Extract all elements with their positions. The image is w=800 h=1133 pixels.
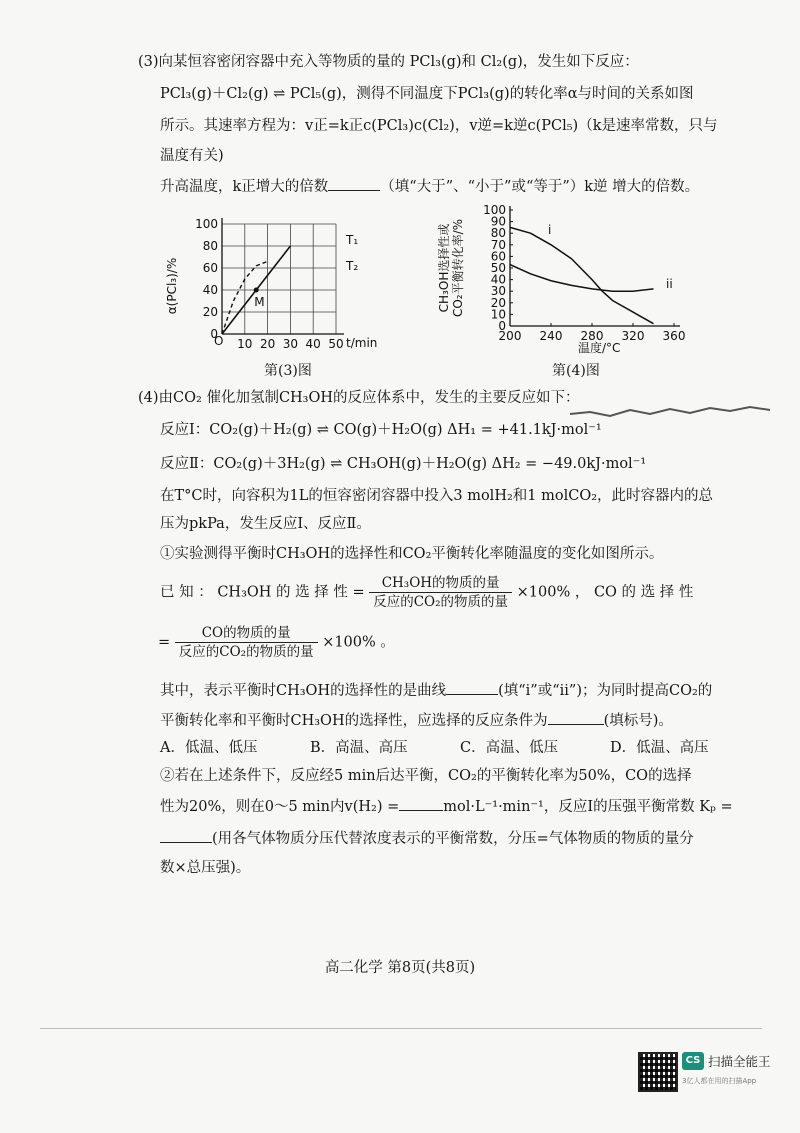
- selectivity-prefix: 已 知 ： CH₃OH 的 选 择 性 =: [160, 584, 365, 601]
- equals-sign: =: [158, 634, 171, 651]
- y-tick-label: 80: [202, 239, 218, 253]
- y-tick-label: 60: [490, 249, 506, 264]
- answer-blank-rate[interactable]: [399, 796, 443, 811]
- answer-blank-curve[interactable]: [446, 680, 498, 695]
- y-tick-label: 20: [202, 305, 218, 319]
- rate-question-suffix: mol·L⁻¹·min⁻¹，反应Ⅰ的压强平衡常数 Kₚ =: [443, 799, 733, 815]
- q4-part-2-line-3: [160, 828, 694, 849]
- question-b-suffix: (填标号)。: [603, 713, 673, 729]
- y-tick-label: 0: [498, 319, 506, 333]
- y-tick-label: 10: [490, 307, 506, 322]
- series-curve-i: [510, 227, 654, 323]
- q4-question-b: [160, 710, 673, 731]
- q4-selectivity-definition-1: [160, 574, 693, 611]
- q4-part-2-line-1: ②若在上述条件下，反应经5 min后达平衡，CO₂的平衡转化率为50%，CO的选择: [160, 768, 692, 784]
- answer-blank-k-ratio[interactable]: [328, 176, 380, 191]
- q3-question-prefix: 升高温度，k正增大的倍数: [160, 179, 329, 195]
- figure-4-caption: 第(4)图: [552, 363, 600, 379]
- fig3-x-axis-label: t/min: [346, 336, 378, 350]
- fig4-x-axis-label: 温度/°C: [578, 341, 621, 355]
- option-a[interactable]: A．低温、低压: [160, 740, 258, 756]
- fig4-curve-label-i: i: [548, 223, 552, 237]
- x-tick-label: 200: [498, 329, 522, 343]
- x-tick-label: 50: [328, 337, 344, 351]
- option-b[interactable]: B．高温、高压: [310, 740, 408, 756]
- q4-condition-line-2: 压为pkPa，发生反应Ⅰ、反应Ⅱ。: [160, 516, 371, 532]
- y-tick-label: 50: [490, 261, 506, 275]
- x-tick-label: 10: [237, 337, 253, 351]
- point-M: [254, 288, 259, 293]
- fig3-series-label-T2: T₂: [346, 259, 359, 273]
- question-b-prefix: 平衡转化率和平衡时CH₃OH的选择性，应选择的反应条件为: [160, 713, 548, 729]
- y-tick-label: 30: [490, 284, 506, 299]
- fig4-y-axis-label-line-1: CH₃OH选择性或: [437, 223, 451, 313]
- q4-part-2-line-4: 数×总压强)。: [160, 860, 251, 876]
- figure-3-chart: [165, 210, 400, 362]
- scanner-tagline: 3亿人都在用的扫描App: [682, 1077, 757, 1085]
- figure-4-chart: [438, 200, 700, 360]
- q4-question-a: [160, 680, 712, 701]
- q4-part-2-line-2: [160, 796, 733, 817]
- x-tick-label: 40: [305, 337, 321, 351]
- question-a-prefix: 其中，表示平衡时CH₃OH的选择性的是曲线: [160, 683, 447, 699]
- fig3-origin-label: O: [214, 334, 224, 348]
- page-footer: 高二化学 第8页(共8页): [324, 960, 476, 976]
- q3-line-1: (3)向某恒容密闭容器中充入等物质的量的 PCl₃(g)和 Cl₂(g)，发生如下反应：: [138, 54, 639, 70]
- y-tick-label: 0: [210, 327, 218, 341]
- fraction-numerator: CH₃OH的物质的量: [369, 574, 512, 593]
- selectivity-suffix: ×100% ， CO 的 选 择 性: [516, 584, 694, 601]
- y-tick-label: 90: [490, 214, 506, 229]
- co-selectivity-fraction: [175, 624, 318, 661]
- x-tick-label: 30: [282, 337, 299, 351]
- scanner-app-name: 扫描全能王: [708, 1054, 771, 1069]
- option-d[interactable]: D．低温、高压: [610, 740, 709, 756]
- fraction-numerator: CO的物质的量: [175, 624, 318, 643]
- y-tick-label: 60: [202, 261, 218, 275]
- q4-reaction-2: 反应Ⅱ：CO₂(g)＋3H₂(g) ⇌ CH₃OH(g)＋H₂O(g) ΔH₂ = −49.0kJ·mol⁻¹: [160, 456, 647, 472]
- rate-question-prefix: 性为20%，则在0～5 min内v(H₂) =: [160, 799, 400, 815]
- fraction-denominator: 反应的CO₂的物质的量: [178, 644, 314, 660]
- q3-line-2: PCl₃(g)＋Cl₂(g) ⇌ PCl₅(g)，测得不同温度下PCl₃(g)的转化率α与时间的关系如图: [160, 86, 694, 102]
- option-c[interactable]: C．高温、低压: [460, 740, 559, 756]
- q4-condition-line-1: 在T°C时，向容积为1L的恒容密闭容器中投入3 molH₂和1 molCO₂，此时容器内的总: [160, 488, 714, 504]
- y-tick-label: 70: [490, 237, 506, 252]
- camscanner-logo-icon: CS: [682, 1052, 704, 1070]
- y-tick-label: 40: [202, 283, 218, 297]
- y-tick-label: 100: [195, 217, 218, 231]
- x-tick-label: 360: [662, 329, 686, 343]
- fig4-y-axis-label-line-2: CO₂平衡转化率/%: [451, 218, 465, 318]
- q4-intro: (4)由CO₂ 催化加氢制CH₃OH的反应体系中，发生的主要反应如下：: [138, 390, 580, 406]
- x-tick-label: 240: [539, 329, 563, 343]
- kp-question-text: (用各气体物质分压代替浓度表示的平衡常数，分压=气体物质的物质的量分: [212, 831, 694, 847]
- co-selectivity-suffix: ×100% 。: [322, 634, 395, 651]
- y-tick-label: 80: [490, 226, 506, 241]
- x-tick-label: 20: [259, 337, 276, 351]
- q4-part-1-intro: ①实验测得平衡时CH₃OH的选择性和CO₂平衡转化率随温度的变化如图所示。: [160, 546, 664, 562]
- q4-selectivity-definition-2: [158, 624, 395, 661]
- x-tick-label: 280: [580, 329, 604, 343]
- fig3-y-axis-label: α(PCl₃)/%: [165, 257, 179, 315]
- question-a-suffix: (填“i”或“ii”)；为同时提高CO₂的: [498, 683, 713, 699]
- y-tick-label: 100: [483, 203, 506, 217]
- fig3-series-label-T1: T₁: [346, 233, 359, 247]
- methanol-selectivity-fraction: [369, 574, 512, 611]
- answer-blank-conditions[interactable]: [548, 710, 604, 725]
- q3-question-suffix: （填“大于”、“小于”或“等于”）k逆 增大的倍数。: [380, 179, 700, 195]
- figure-3-caption: 第(3)图: [264, 363, 312, 379]
- fig3-point-label-M: M: [254, 295, 265, 309]
- x-tick-label: 320: [621, 329, 645, 343]
- q3-line-5: [160, 176, 699, 197]
- answer-blank-kp[interactable]: [160, 828, 212, 843]
- q3-line-3: 所示。其速率方程为：v正=k正c(PCl₃)c(Cl₂)，v逆=k逆c(PCl₅)（k是速率常数，只与: [160, 118, 718, 134]
- y-tick-label: 20: [490, 295, 506, 310]
- scan-divider: [40, 1028, 762, 1029]
- fraction-denominator: 反应的CO₂的物质的量: [373, 594, 509, 610]
- qr-code-icon: [638, 1052, 678, 1092]
- q3-line-4: 温度有关): [160, 148, 224, 164]
- q4-options: [160, 738, 709, 758]
- q4-reaction-1: 反应Ⅰ：CO₂(g)＋H₂(g) ⇌ CO(g)＋H₂O(g) ΔH₁ = +41.1kJ·mol⁻¹: [160, 422, 602, 438]
- fig4-curve-label-ii: ii: [666, 277, 673, 291]
- y-tick-label: 40: [490, 272, 506, 287]
